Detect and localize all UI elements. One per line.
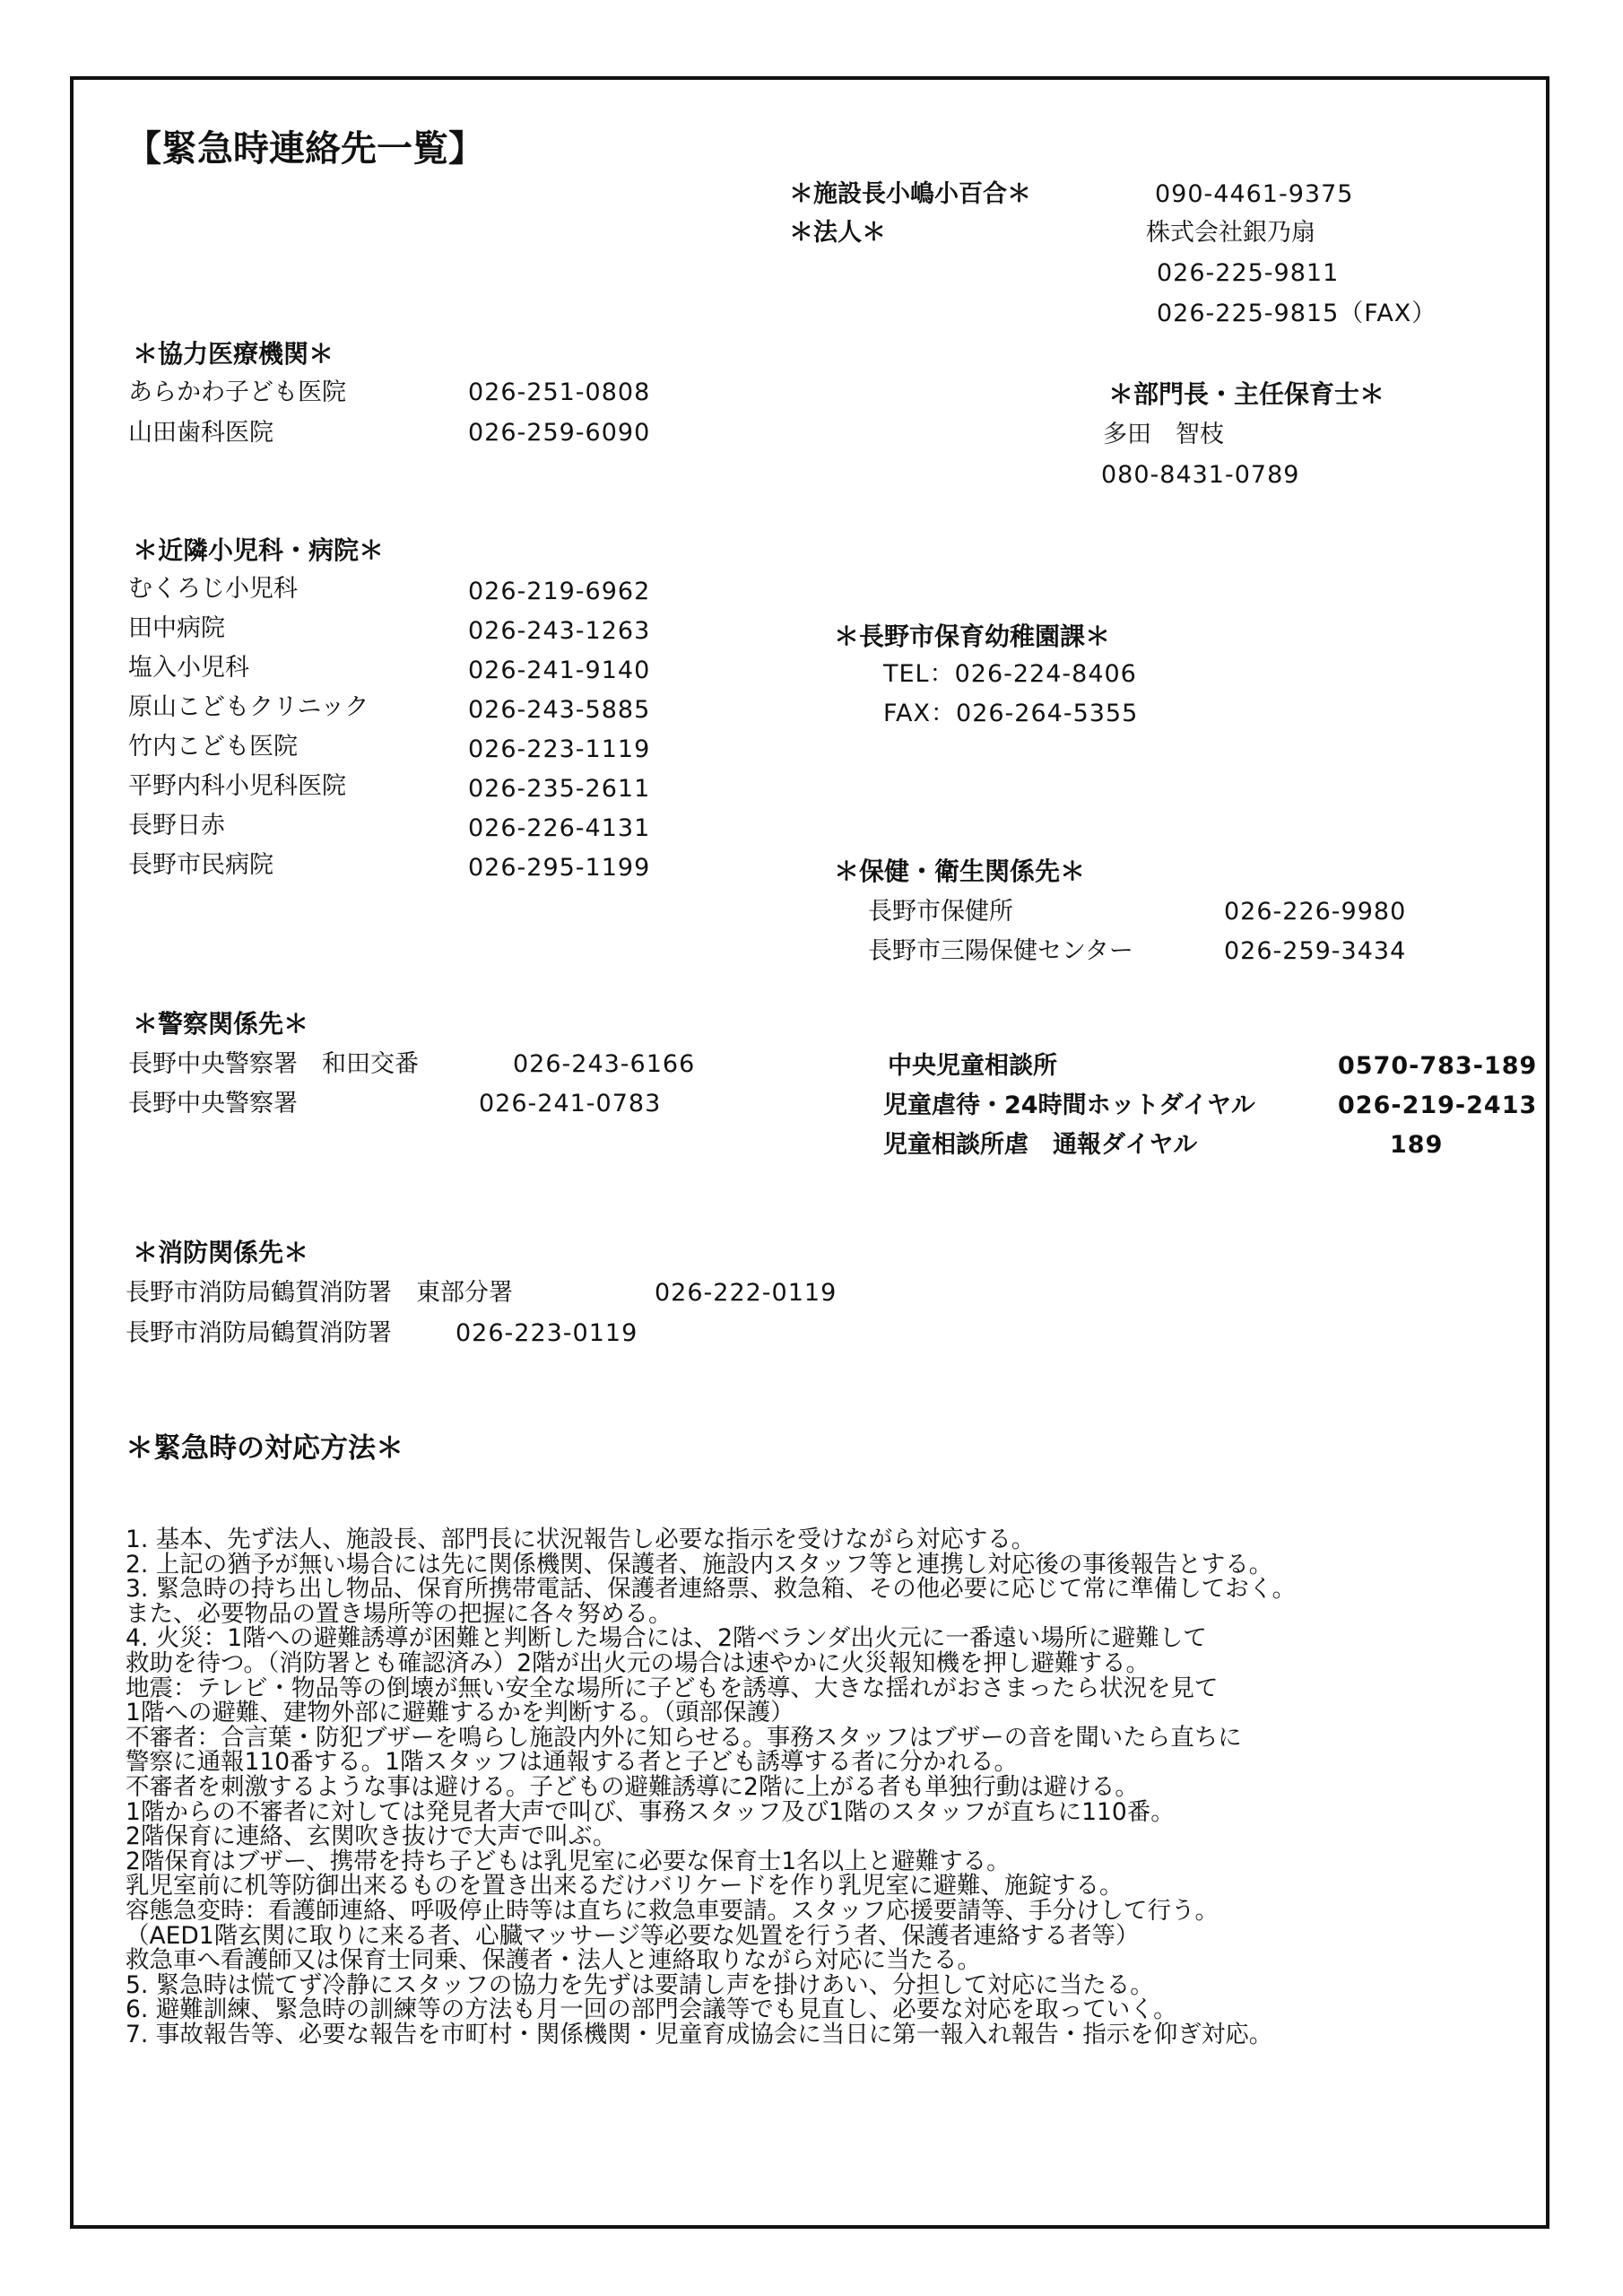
corporation-phone: 026-225-9811 [1157,259,1340,287]
nearby-name: 田中病院 [128,614,225,642]
fire-phone: 026-222-0119 [655,1279,838,1307]
nearby-name: むくろじ小児科 [128,575,298,603]
response-line: 3. 緊急時の持ち出し物品、保育所携帯電話、保護者連絡票、救急箱、その他必要に応じて常に準備しておく。 [126,1575,1297,1604]
response-line: また、必要物品の置き場所等の把握に各々努める。 [126,1599,673,1628]
health-heading: ＊保健・衛生関係先＊ [834,857,1086,886]
child-consult-name: 児童虐待・24時間ホットダイヤル [883,1091,1255,1119]
response-line: 不審者を刺激するような事は避ける。子どもの避難誘導に2階に上がる者も単独行動は避ける。 [126,1772,1139,1801]
response-line: 不審者：合言葉・防犯ブザーを鳴らし施設内外に知らせる。事務スタッフはブザーの音を聞いたら直ちに [126,1723,1242,1752]
response-heading: ＊緊急時の対応方法＊ [126,1432,404,1465]
corporation-fax: 026-225-9815（FAX） [1157,300,1437,327]
police-name: 長野中央警察署 [128,1090,298,1118]
medical-heading: ＊協力医療機関＊ [133,339,334,369]
dept-head-name: 多田 智枝 [1103,421,1224,448]
child-consult-phone: 026-219-2413 [1338,1091,1538,1119]
nearby-name: 長野市民病院 [128,851,273,879]
response-line: 警察に通報110番する。1階スタッフは通報する者と子ども誘導する者に分かれる。 [126,1748,1018,1777]
page-title: 【緊急時連絡先一覧】 [126,128,484,170]
response-line: 容態急変時：看護師連絡、呼吸停止時等は直ちに救急車要請。スタッフ応援要請等、手分けして行う。 [126,1896,1219,1925]
child-consult-phone: 0570-783-189 [1338,1052,1538,1080]
medical-phone: 026-259-6090 [468,419,651,447]
fire-heading: ＊消防関係先＊ [133,1238,309,1267]
response-line: 6. 避難訓練、緊急時の訓練等の方法も月一回の部門会議等でも見直し、必要な対応を取っていく。 [126,1996,1177,2024]
childcare-dept-heading: ＊長野市保育幼稚園課＊ [834,622,1111,651]
response-line: 2. 上記の猶予が無い場合には先に関係機関、保護者、施設内スタッフ等と連携し対応後の事後報告とする。 [126,1550,1273,1578]
nearby-name: 平野内科小児科医院 [128,772,346,800]
fire-phone: 026-223-0119 [456,1319,638,1347]
nearby-name: 長野日赤 [128,812,225,839]
nearby-phone: 026-223-1119 [468,735,651,763]
facility-head-heading: ＊施設長小嶋小百合＊ [789,180,1031,208]
police-name: 長野中央警察署 和田交番 [128,1050,419,1078]
nearby-phone: 026-243-1263 [468,617,651,645]
medical-name: 山田歯科医院 [128,419,273,447]
response-line: 地震：テレビ・物品等の倒壊が無い安全な場所に子どもを誘導、大きな揺れがおさまったら状況を見て [126,1674,1219,1702]
police-heading: ＊警察関係先＊ [133,1009,309,1039]
response-line: 1階からの不審者に対しては発見者大声で叫び、事務スタッフ及び1階のスタッフが直ちに110番。 [126,1797,1175,1826]
nearby-phone: 026-235-2611 [468,775,651,803]
child-consult-name: 児童相談所虐 通報ダイヤル [883,1131,1198,1159]
nearby-heading: ＊近隣小児科・病院＊ [133,535,385,565]
medical-name: あらかわ子ども医院 [128,378,346,406]
childcare-dept-fax: FAX：026-264-5355 [883,700,1139,727]
response-line: 5. 緊急時は慌てず冷静にスタッフの協力を先ずは要請し声を掛けあい、分担して対応に当たる。 [126,1970,1154,1999]
nearby-name: 原山こどもクリニック [128,693,369,721]
response-line: 1階への避難、建物外部に避難するかを判断する。（頭部保護） [126,1699,794,1727]
nearby-phone: 026-295-1199 [468,854,651,882]
nearby-phone: 026-241-9140 [468,657,651,684]
response-line: 2階保育に連絡、玄関吹き抜けで大声で叫ぶ。 [126,1822,617,1851]
response-instructions [126,1527,1524,2047]
medical-phone: 026-251-0808 [468,378,651,406]
response-line: 救助を待つ。（消防署とも確認済み）2階が出火元の場合は速やかに火災報知機を押し避難する。 [126,1648,1150,1677]
child-consult-name: 中央児童相談所 [888,1052,1057,1080]
response-line: 4. 火災：1階への避難誘導が困難と判断した場合には、2階ベランダ出火元に一番遠い場所に避難して [126,1624,1207,1653]
health-phone: 026-226-9980 [1224,898,1407,926]
response-line: 乳児室前に机等防御出来るものを置き出来るだけバリケードを作り乳児室に避難、施錠する。 [126,1872,1124,1900]
health-phone: 026-259-3434 [1224,937,1407,965]
nearby-name: 塩入小児科 [128,654,249,682]
dept-head-phone: 080-8431-0789 [1101,461,1300,489]
fire-name: 長野市消防局鶴賀消防署 [126,1319,392,1347]
response-line: （AED1階玄関に取りに来る者、心臓マッサージ等必要な処置を行う者、保護者連絡する者等） [126,1921,1140,1950]
nearby-phone: 026-243-5885 [468,696,651,724]
response-line: 7. 事故報告等、必要な報告を市町村・関係機関・児童育成協会に当日に第一報入れ報告・指示を仰ぎ対応。 [126,2020,1273,2048]
childcare-dept-tel: TEL：026-224-8406 [883,660,1137,688]
health-name: 長野市保健所 [868,898,1013,926]
police-phone: 026-243-6166 [513,1050,696,1078]
nearby-phone: 026-226-4131 [468,814,651,842]
fire-name: 長野市消防局鶴賀消防署 東部分署 [126,1279,513,1307]
health-name: 長野市三陽保健センター [868,937,1133,965]
facility-head-phone: 090-4461-9375 [1155,180,1354,208]
police-phone: 026-241-0783 [479,1090,662,1118]
corporation-heading: ＊法人＊ [789,219,886,247]
response-line: 1. 基本、先ず法人、施設長、部門長に状況報告し必要な指示を受けながら対応する。 [126,1526,1036,1553]
response-line: 救急車へ看護師又は保育士同乗、保護者・法人と連絡取りながら対応に当たる。 [126,1946,981,1975]
response-line: 2階保育はブザー、携帯を持ち子どもは乳児室に必要な保育士1名以上と避難する。 [126,1847,1011,1875]
nearby-name: 竹内こども医院 [128,733,298,761]
nearby-phone: 026-219-6962 [468,578,651,605]
child-consult-phone: 189 [1390,1131,1444,1159]
dept-head-heading: ＊部門長・主任保育士＊ [1108,379,1385,409]
corporation-name: 株式会社銀乃扇 [1146,219,1315,247]
